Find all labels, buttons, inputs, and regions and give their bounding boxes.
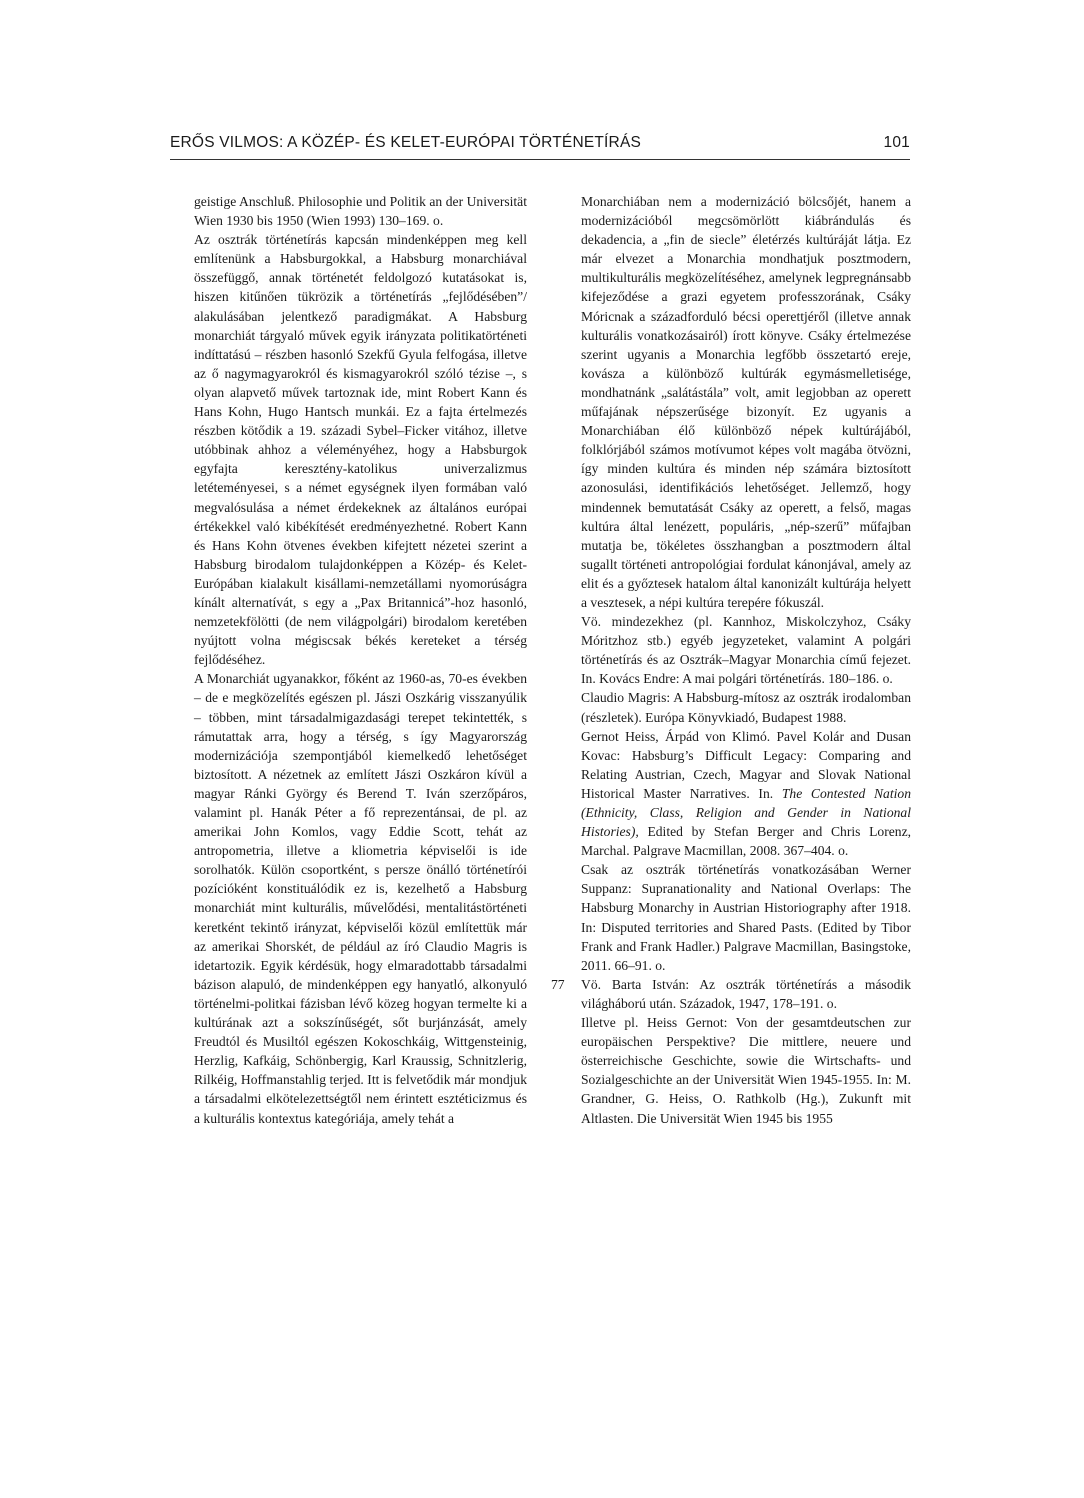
- right-column: [551, 192, 911, 1128]
- footnote-paragraph: Az osztrák történetírás kapcsán mindenképpen meg kell említenünk a Habsburgokkal, a Habsburg monarchiával összefüggő, annak történetét feldolgozó kutatásokat is, hiszen kitűnően tükrözik a történetírás „fejlődésében”/ alakulásában jelentkező paradigmákat. A Habsburg monarchiát tárgyaló művek egyik irányzata politikatörténeti indíttatású – részben hasonló Szekfű Gyula felfogása, illetve az ő nagymagyarokról és kismagyarokról szóló tézise –, s olyan alapvető művek tartoznak ide, mint Robert Kann és Hans Kohn, Hugo Hantsch munkái. Ez a fajta értelmezés részben kötődik a 19. századi Sybel–Ficker vitához, illetve utóbbinak ahhoz a véleményéhez, hogy a Habsburgok egyfajta keresztény-katolikus univerzalizmus letéteményesei, s a német egységnek ilyen formában való megvalósulása a német érdekeknek az általános európai értékekkel való kibékítését eredményezhetné. Robert Kann és Hans Kohn ötvenes években kifejtett nézetei szerint a Habsburg birodalom tulajdonképpen a Közép- és Kelet-Európában kialakult kisállami-nemzetállami nyomorúságra kínált alternatívát, s egy a „Pax Britannicá”-hoz hasonló, nemzetekfölötti (de nem világpolgári) birodalom keretében nyújtott volna mégiscsak békés kereteket a térség fejlődéséhez.: [194, 232, 527, 668]
- footnote-text: Vö. Barta István: Az osztrák történetírás a második világháború után. Századok, 1947, 178–191. o.: [581, 976, 911, 1011]
- citation-text: Edited by Stefan Berger and Chris Lorenz, Marchal. Palgrave Macmillan, 2008. 367–404. o.: [581, 824, 911, 859]
- footnote-paragraph: Illetve pl. Heiss Gernot: Von der gesamtdeutschen zur europäischen Perspektive? Die mittlere, neuere und österreichische Geschichte, sowie die Wirtschafts- und Sozialgeschichte an der Universität Wien 1945-1955. In: M. Grandner, G. Heiss, O. Rathkolb (Hg.), Zukunft mit Altlasten. Die Universität Wien 1945 bis 1955: [581, 1015, 911, 1126]
- page-number: 101: [883, 134, 910, 151]
- footnote-77: [551, 975, 911, 1013]
- header-rule: [170, 159, 910, 160]
- footnote-paragraph: [581, 727, 911, 861]
- book-title: The Contested Nation (Ethnicity, Class, Religion and Gender in National Histories),: [581, 785, 911, 840]
- running-header: [170, 134, 910, 156]
- footnote-paragraph: A Monarchiát ugyanakkor, főként az 1960-as, 70-es években – de e megközelítés egészen pl. Jászi Oszkárig visszanyúlik – többen, mint társadalmigazdasági terepet tekintették, s rámutattak arra, hogy a térség, s így Magyarország modernizációja szempontjából kiemelkedő lehetőséget biztosított. A nézetnek az említett Jászi Oszkáron kívül a magyar Ránki György és Berend T. Iván szerzőpáros, valamint pl. Hanák Péter a fő reprezentánsai, de pl. az amerikai John Komlos, vagy Eddie Scott, tehát az antropometria, illetve a kliometria képviselői is ide sorolhatók. Külön csoportként, s persze önálló történetírói pozícióként konstituálódik ez is, kezelhető a Habsburg monarchiát mint kulturális, művelődési, mentalitástörténeti keretként tekintő irányzat, képviselői közül említettük már az amerikai Shorskét, de például az író Claudio Magris is idetartozik. Egyik kérdésük, hogy elmaradottabb társadalmi bázison alapuló, de mindenképpen egy hanyatló, alkonyuló történelmi-politkai fázisban lévő közeg hogyan termelte ki a kultúrának azt a sokszínűségét, sőt burjánzását, amely Freudtól és Musiltól egészen Kokoschkáig, Wittgensteinig, Herzlig, Kafkáig, Schönbergig, Karl Kraussig, Schnitzlerig, Rilkéig, Hoffmanstahlig terjed. Itt is felvetődik már mondjuk a társadalmi elkötelezettségtől nem érintett esztéticizmus és a kulturális kontextus kategóriája, amely tehát a: [194, 671, 527, 1126]
- footnote-paragraph: Vö. mindezekhez (pl. Kannhoz, Miskolczyhoz, Csáky Móritzhoz stb.) egyéb jegyzeteket, valamint A polgári történetírás és az Osztrák–Magyar Monarchia című fejezet. In. Kovács Endre: A mai polgári történetírás. 180–186. o.: [581, 614, 911, 687]
- citation-text: Gernot Heiss, Árpád von Klimó. Pavel Kolár and Dusan Kovac: Habsburg’s Difficult Legacy: Comparing and Relating Austrian, Czech, Magyar and Slovak National Historical Master Narratives. In.: [581, 728, 911, 801]
- footnote-number: 77: [551, 976, 565, 992]
- footnote-paragraph: Monarchiában nem a modernizáció bölcsőjét, hanem a modernizációból megcsömörlött kiábrándulás és dekadencia, a „fin de siecle” életérzés kultúráját látja. Ez már elvezet a Monarchia mondhatjuk posztmodern, multikulturális megközelítéséhez, amelynek legpregnánsabb kifejeződése a grazi egyetem professzorának, Csáky Móricnak a századforduló bécsi operettjéről (illetve annak kulturális vonatkozásairól) írott könyve. Csáky értelmezése szerint ugyanis a Monarchia legfőbb összetartó ereje, kovásza a különböző kultúrák egymásmelletisége, mondhatnánk „salátástála” volt, amit legjobban az operett műfajának népszerűsége bizonyít. Ez ugyanis a Monarchiában élő különböző népek kultúrájából, folklórjából számos motívumot képes volt magába ötvözni, így minden kultúra és minden nép számára biztosított azonosulási, identifikációs lehetőséget. Jellemző, hogy mindennek bemutatását Csáky az operett, a felső, magas kultúra által lenézett, populáris, „nép-szerű” műfajban mutatja be, tökéletes összhangban a posztmodern által sugallt történeti antropológiai fordulat kánonjával, amely az elit és a győztesek hatalom által kanonizált kultúrája helyett a vesztesek, a népi kultúra terepére fókuszál.: [581, 194, 911, 610]
- footnote-continuation: geistige Anschluß. Philosophie und Politik an der Universität Wien 1930 bis 1950 (Wien 1993) 130–169. o.: [194, 194, 527, 229]
- footnote-paragraph: Csak az osztrák történetírás vonatkozásában Werner Suppanz: Supranationality and National Overlaps: The Habsburg Monarchy in Austrian Historiography after 1918. In: Disputed territories and Shared Pasts. (Edited by Tibor Frank and Frank Hadler.) Palgrave Macmillan, Basingstoke, 2011. 66–91. o.: [581, 862, 911, 973]
- footnote-paragraph: Claudio Magris: A Habsburg-mítosz az osztrák irodalomban (részletek). Európa Könyvkiadó, Budapest 1988.: [581, 690, 911, 725]
- running-title: ERŐS VILMOS: A KÖZÉP- ÉS KELET-EURÓPAI TÖRTÉNETÍRÁS: [170, 134, 642, 151]
- left-column: [194, 192, 527, 1128]
